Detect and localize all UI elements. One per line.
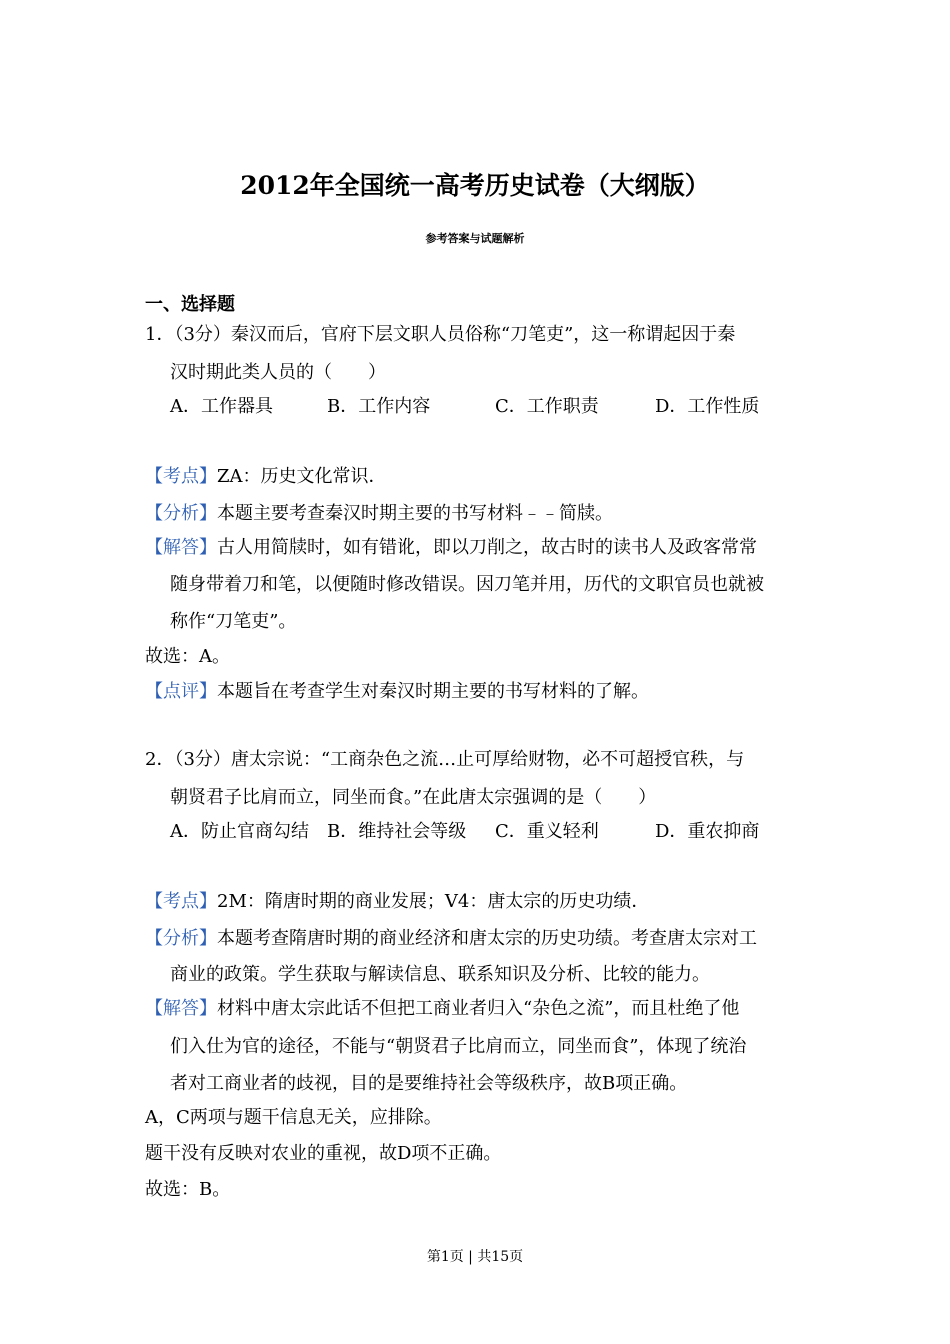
- q1-jieda-line3: 称作“刀笔吏”。: [170, 611, 297, 632]
- q1-kaodian-text: ZA：历史文化常识．: [217, 466, 387, 487]
- q2-stem-line1: 2．（3分）唐太宗说：“工商杂色之流…止可厚给财物，必不可超授官秩，与: [145, 749, 745, 770]
- q1-stem-line1: 1．（3分）秦汉而后，官府下层文职人员俗称“刀笔吏”，这一称谓起因于秦: [145, 324, 736, 345]
- dianping-label: 【点评】: [145, 681, 217, 702]
- q2-option-b: B．维持社会等级: [327, 821, 467, 842]
- q2-option-c: C．重义轻利: [495, 821, 599, 842]
- q2-option-d: D．重农抑商: [655, 821, 760, 842]
- kaodian-label: 【考点】: [145, 466, 217, 487]
- q1-option-c: C．工作职责: [495, 396, 599, 417]
- section-heading: 一、选择题: [145, 294, 235, 315]
- q2-jieda: [145, 998, 739, 1020]
- document-subtitle: 参考答案与试题解析: [425, 232, 525, 245]
- page-footer: 第1页 | 共15页: [426, 1249, 524, 1265]
- q1-answer: 故选：A。: [145, 646, 230, 667]
- q2-stem-line2: 朝贤君子比肩而立，同坐而食。”在此唐太宗强调的是（ ）: [170, 787, 657, 808]
- kaodian-label: 【考点】: [145, 891, 217, 912]
- q1-stem-line2: 汉时期此类人员的（ ）: [170, 362, 386, 383]
- q2-extra-line2: 题干没有反映对农业的重视，故D项不正确。: [145, 1143, 502, 1164]
- jieda-label: 【解答】: [145, 537, 217, 558]
- q1-jieda-line2: 随身带着刀和笔，以便随时修改错误。因刀笔并用，历代的文职官员也就被: [170, 574, 764, 595]
- q2-fenxi-line1: 本题考查隋唐时期的商业经济和唐太宗的历史功绩。考查唐太宗对工: [217, 928, 757, 949]
- q1-jieda: [145, 537, 757, 559]
- q1-fenxi-text: 本题主要考查秦汉时期主要的书写材料﹣﹣简牍。: [217, 503, 613, 524]
- q2-kaodian-text: 2M：隋唐时期的商业发展；V4：唐太宗的历史功绩．: [217, 891, 650, 912]
- q1-option-b: B．工作内容: [327, 396, 431, 417]
- q2-answer: 故选：B。: [145, 1179, 231, 1200]
- q2-kaodian: [145, 891, 649, 913]
- q1-jieda-line1: 古人用简牍时，如有错讹，即以刀削之，故古时的读书人及政客常常: [217, 537, 757, 558]
- q2-fenxi: [145, 928, 757, 950]
- jieda-label: 【解答】: [145, 998, 217, 1019]
- fenxi-label: 【分析】: [145, 503, 217, 524]
- fenxi-label: 【分析】: [145, 928, 217, 949]
- q2-jieda-line2: 们入仕为官的途径，不能与“朝贤君子比肩而立，同坐而食”，体现了统治: [170, 1036, 747, 1057]
- q1-fenxi: [145, 503, 613, 525]
- q2-fenxi-line2: 商业的政策。学生获取与解读信息、联系知识及分析、比较的能力。: [170, 964, 710, 985]
- q2-jieda-line3: 者对工商业者的歧视，目的是要维持社会等级秩序，故B项正确。: [170, 1073, 688, 1094]
- q1-dianping-text: 本题旨在考查学生对秦汉时期主要的书写材料的了解。: [217, 681, 649, 702]
- q2-extra-line1: A，C两项与题干信息无关，应排除。: [145, 1107, 442, 1128]
- q2-option-a: A．防止官商勾结: [170, 821, 309, 842]
- q1-dianping: [145, 681, 649, 703]
- q1-option-d: D．工作性质: [655, 396, 760, 417]
- q1-option-a: A．工作器具: [170, 396, 273, 417]
- document-title: 2012年全国统一高考历史试卷（大纲版）: [240, 171, 710, 200]
- q2-jieda-line1: 材料中唐太宗此话不但把工商业者归入“杂色之流”，而且杜绝了他: [217, 998, 740, 1019]
- q1-kaodian: [145, 466, 387, 488]
